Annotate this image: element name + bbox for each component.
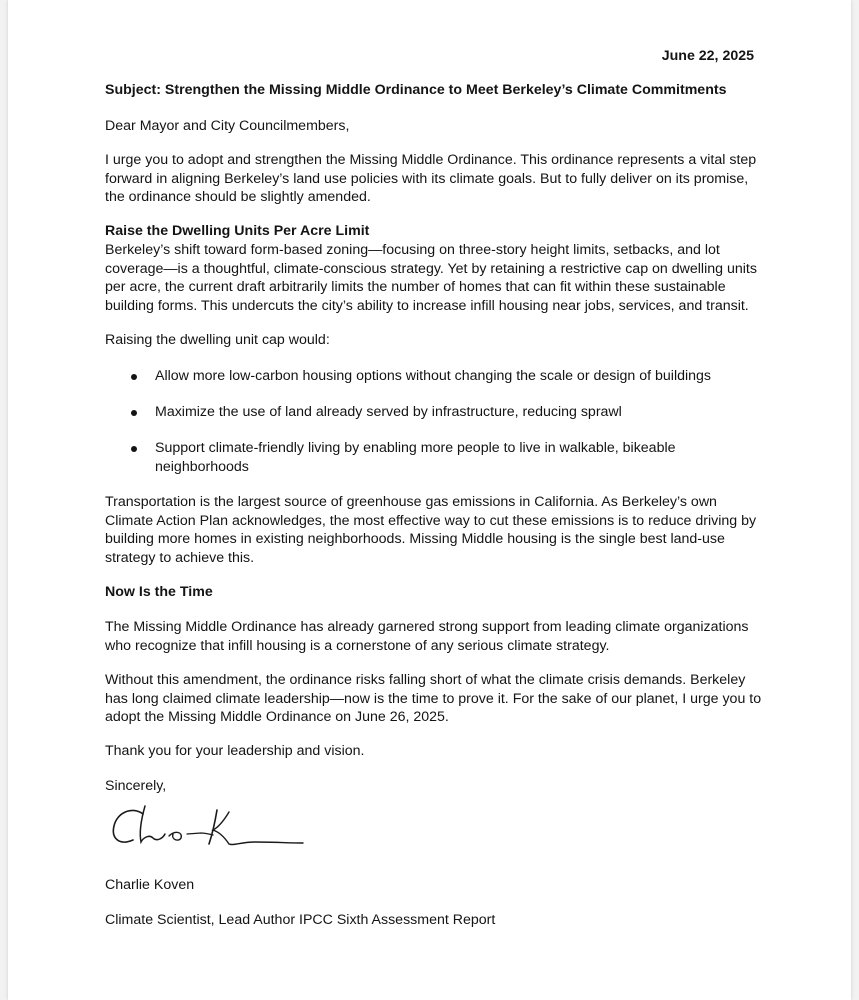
bullet-icon — [131, 446, 137, 452]
signer-title: Climate Scientist, Lead Author IPCC Sixth Assessment Report — [105, 912, 496, 928]
transportation-paragraph: Transportation is the largest source of greenhouse gas emissions in California. As Berkeley’s own Climate Action Plan acknowledges, the most effective way to cut these emissions is to reduce driving by building more homes in existing neighborhoods. Missing Middle housing is the single best land-use strategy to achieve this. — [105, 494, 757, 566]
section-heading-dwelling-units: Raise the Dwelling Units Per Acre Limit — [105, 223, 370, 239]
sign-off: Sincerely, — [105, 778, 167, 794]
thanks-line: Thank you for your leadership and vision. — [105, 743, 365, 759]
handwritten-signature-icon — [105, 800, 315, 856]
signer-name: Charlie Koven — [105, 877, 195, 893]
list-intro: Raising the dwelling unit cap would: — [105, 332, 330, 348]
letter-date: June 22, 2025 — [661, 48, 754, 64]
salutation: Dear Mayor and City Councilmembers, — [105, 118, 350, 134]
bullet-icon — [131, 374, 137, 380]
bullet-icon — [131, 410, 137, 416]
subject-line: Subject: Strengthen the Missing Middle Ordinance to Meet Berkeley’s Climate Commitments — [105, 82, 727, 98]
dwelling-units-paragraph: Berkeley’s shift toward form-based zoning—focusing on three-story height limits, setbacks, and lot coverage—is a thoughtful, climate-conscious strategy. Yet by retaining a restrictive cap on dwelling units per acre, the current draft arbitrarily limits the number of homes that can fit within these sustainable building forms. This undercuts the city’s ability to increase infill housing near jobs, services, and transit. — [105, 242, 757, 314]
section-heading-now-is-the-time: Now Is the Time — [105, 584, 213, 600]
list-item-text: Allow more low-carbon housing options without changing the scale or design of buildings — [155, 368, 712, 384]
list-item-text: Maximize the use of land already served by infrastructure, reducing sprawl — [155, 404, 622, 420]
amendment-paragraph: Without this amendment, the ordinance risks falling short of what the climate crisis demands. Berkeley has long claimed climate leadership—now is the time to prove it. For the sake of our planet, I urge you to adopt the Missing Middle Ordinance on June 26, 2025. — [105, 672, 762, 725]
list-item-text: Support climate-friendly living by enabling more people to live in walkable, bikeable neighborhoods — [155, 440, 676, 475]
letter-page — [8, 0, 851, 1000]
intro-paragraph: I urge you to adopt and strengthen the Missing Middle Ordinance. This ordinance represents a vital step forward in aligning Berkeley’s land use policies with its climate goals. But to fully deliver on its promise, the ordinance should be slightly amended. — [105, 152, 757, 205]
support-paragraph: The Missing Middle Ordinance has already garnered strong support from leading climate organizations who recognize that infill housing is a cornerstone of any serious climate strategy. — [105, 619, 749, 654]
